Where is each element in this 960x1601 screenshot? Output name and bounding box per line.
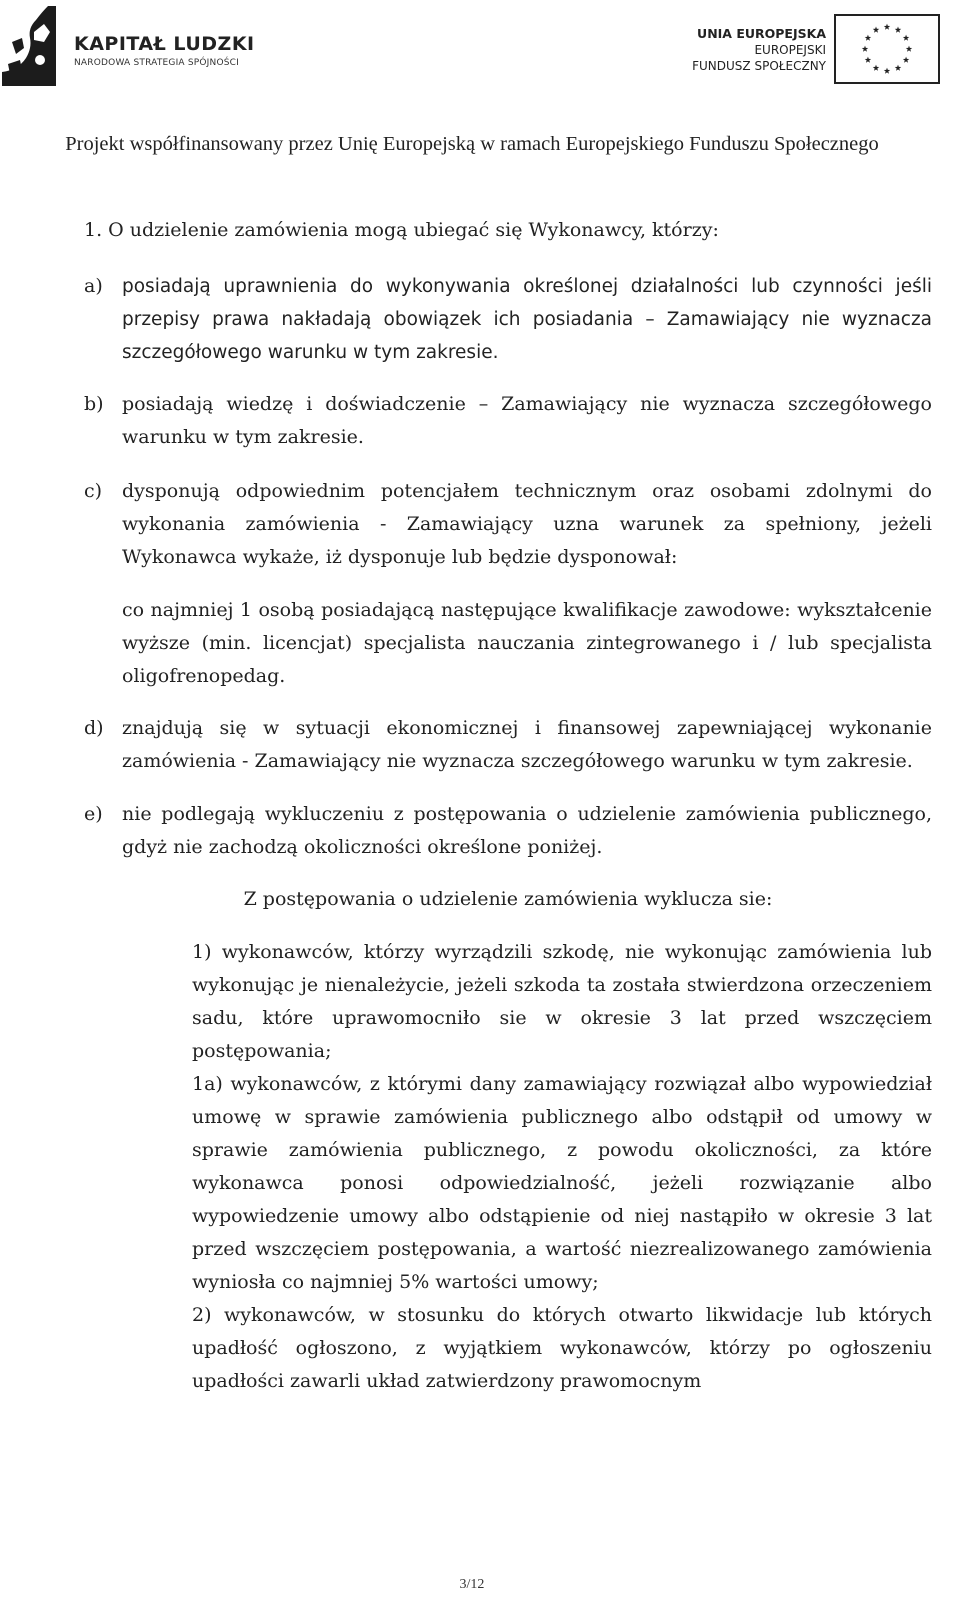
list-item-text: dysponują odpowiednim potencjałem technicznym oraz osobami zdolnymi do wykonania zamówienia - Zamawiający uzna warunek za spełniony, jeżeli Wykonawca wykaże, iż dysponuje lub będzie dysponował: [122,480,932,568]
exclusion-heading: Z postępowania o udzielenie zamówienia wyklucza sie: [243,888,773,910]
logo-title: KAPITAŁ LUDZKI [74,33,255,55]
section-heading: 1. O udzielenie zamówienia mogą ubiegać się Wykonawcy, którzy: [84,219,719,241]
list-item-d [84,712,932,778]
logo-subtitle: NARODOWA STRATEGIA SPÓJNOŚCI [74,58,239,68]
list-item-text: posiadają wiedzę i doświadczenie – Zamawiający nie wyznacza szczegółowego warunku w tym zakresie. [122,393,932,448]
list-marker: e) [84,803,103,825]
exclusion-list [84,936,932,1398]
list-item-c [84,475,932,693]
list-item-text: nie podlegają wykluczeniu z postępowania o udzielenie zamówienia publicznego, gdyż nie zachodzą okoliczności określone poniżej. [122,803,932,858]
eu-flag-icon [834,14,940,84]
exclusion-item: 1a) wykonawców, z którymi dany zamawiający rozwiązał albo wypowiedział umowę w sprawie zamówienia publicznego albo odstąpił od umowy w sprawie zamówienia publicznego, z powodu okoliczności, za które wykonawca ponosi odpowiedzialność, jeżeli rozwiązanie albo wypowiedzenie umowy albo odstąpienie od niej nastąpiło w okresie 3 lat przed wszczęciem postępowania, a wartość niezrealizowanego zamówienia wyniosła co najmniej 5% wartości umowy; [192,1073,932,1293]
document-body [84,214,932,1398]
page-number: 3/12 [459,1577,485,1592]
list-item-text: znajdują się w sytuacji ekonomicznej i finansowej zapewniającej wykonanie zamówienia - Zamawiający nie wyznacza szczegółowego warunku w tym zakresie. [122,717,932,772]
list-marker: c) [84,480,103,502]
list-marker: d) [84,717,104,739]
list-item-text: posiadają uprawnienia do wykonywania określonej działalności lub czynności jeśli przepisy prawa nakładają obowiązek ich posiadania – Zamawiający nie wyznacza szczegółowego warunku w tym zakresie. [122,276,932,363]
eu-logo-line3: FUNDUSZ SPOŁECZNY [692,59,826,73]
list-item-e [84,798,932,864]
kapital-ludzki-logo [0,0,300,92]
exclusion-item: 1) wykonawców, którzy wyrządzili szkodę, nie wykonując zamówienia lub wykonując je nienależycie, jeżeli szkoda ta została stwierdzona orzeczeniem sadu, które uprawomocniło sie w okresie 3 lat przed wszczęciem postępowania; [192,941,932,1062]
qualification-requirement: co najmniej 1 osobą posiadającą następujące kwalifikacje zawodowe: wykształcenie wyższe (min. licencjat) specjalista nauczania zintegrowanego i / lub specjalista oligofrenopedag. [122,599,932,687]
list-marker: b) [84,393,104,415]
eu-logo-line1: UNIA EUROPEJSKA [697,26,826,41]
list-item-b [84,388,932,454]
eu-logo [680,14,950,84]
exclusion-item: 2) wykonawców, w stosunku do których otwarto likwidacje lub których upadłość ogłoszono, z wyjątkiem wykonawców, którzy po ogłoszeniu upadłości zawarli układ zatwierdzony prawomocnym [192,1304,932,1392]
list-item-a [84,270,932,369]
kapital-ludzki-emblem-icon [0,2,64,90]
list-marker: a) [84,275,103,297]
eu-logo-line2: EUROPEJSKI [754,43,826,57]
project-cofinancing-line: Projekt współfinansowany przez Unię Europejską w ramach Europejskiego Funduszu Społecznego [65,133,879,155]
